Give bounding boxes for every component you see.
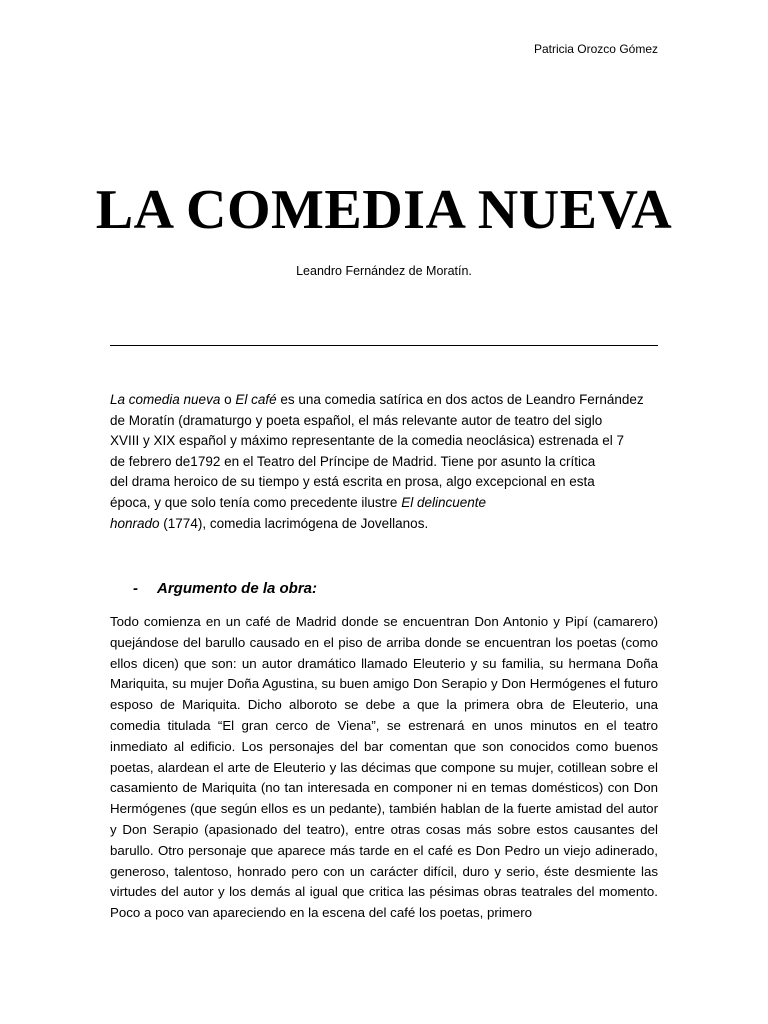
intro-line bbox=[110, 390, 658, 411]
intro-line: de Moratín (dramaturgo y poeta español, el más relevante autor de teatro del siglo bbox=[110, 412, 603, 428]
section-heading bbox=[133, 580, 317, 597]
document-title: LA COMEDIA NUEVA bbox=[95, 179, 673, 241]
document-subtitle: Leandro Fernández de Moratín. bbox=[296, 264, 472, 278]
author-header: Patricia Orozco Gómez bbox=[533, 42, 658, 56]
intro-line: del drama heroico de su tiempo y está escrita en prosa, algo excepcional en esta bbox=[110, 474, 595, 490]
work-title-italic: El café bbox=[235, 392, 277, 407]
work-title-italic: honrado bbox=[110, 515, 160, 531]
section-heading-text: Argumento de la obra: bbox=[157, 580, 318, 597]
work-title-italic: El delincuente bbox=[401, 494, 486, 510]
list-dash: - bbox=[133, 580, 138, 597]
intro-paragraph bbox=[110, 390, 658, 534]
intro-line bbox=[110, 493, 658, 514]
intro-text: época, y que solo tenía como precedente ilustre bbox=[110, 494, 402, 510]
intro-line bbox=[110, 514, 658, 535]
section-body-paragraph: Todo comienza en un café de Madrid donde se encuentran Don Antonio y Pipí (camarero) quejándose del barullo causado en el piso de arriba donde se encuentran los poetas (como ellos dicen) que son: un autor dramático llamado Eleuterio y su familia, su hermana Doña Mariquita, su mujer Doña Agustina, su buen amigo Don Serapio y Don Hermógenes el futuro esposo de Mariquita. Dicho alboroto se debe a que la primera obra de Eleuterio, una comedia titulada “El gran cerco de Viena”, se estrenará en unos minutos en el teatro inmediato al edificio. Los personajes del bar comentan que son conocidos como buenos poetas, alardean el arte de Eleuterio y las décimas que compone su mujer, cotillean sobre el casamiento de Mariquita (no tan interesada en componer ni en temas domésticos) con Don Hermógenes (que según ellos es un pedante), también hablan de la fuerte amistad del autor y Don Serapio (apasionado del teatro), entre otras cosas más sobre estos causantes del barullo. Otro personaje que aparece más tarde en el café es Don Pedro un viejo adinerado, generoso, talentoso, honrado pero con un carácter difícil, duro y serio, éste desmiente las virtudes del autor y los demás al igual que critica las pésimas obras teatrales del momento. Poco a poco van apareciendo en la escena del café los poetas, primero bbox=[110, 614, 658, 921]
intro-text: o bbox=[220, 392, 236, 407]
intro-line: XVIII y XIX español y máximo representante de la comedia neoclásica) estrenada el 7 bbox=[110, 433, 625, 449]
intro-line: de febrero de1792 en el Teatro del Príncipe de Madrid. Tiene por asunto la crítica bbox=[110, 453, 596, 469]
intro-text: (1774), comedia lacrimógena de Jovellanos. bbox=[159, 515, 429, 531]
intro-text: es una comedia satírica en dos actos de Leandro Fernández bbox=[276, 392, 644, 407]
horizontal-rule bbox=[110, 345, 658, 346]
work-title-italic: La comedia nueva bbox=[110, 392, 221, 407]
